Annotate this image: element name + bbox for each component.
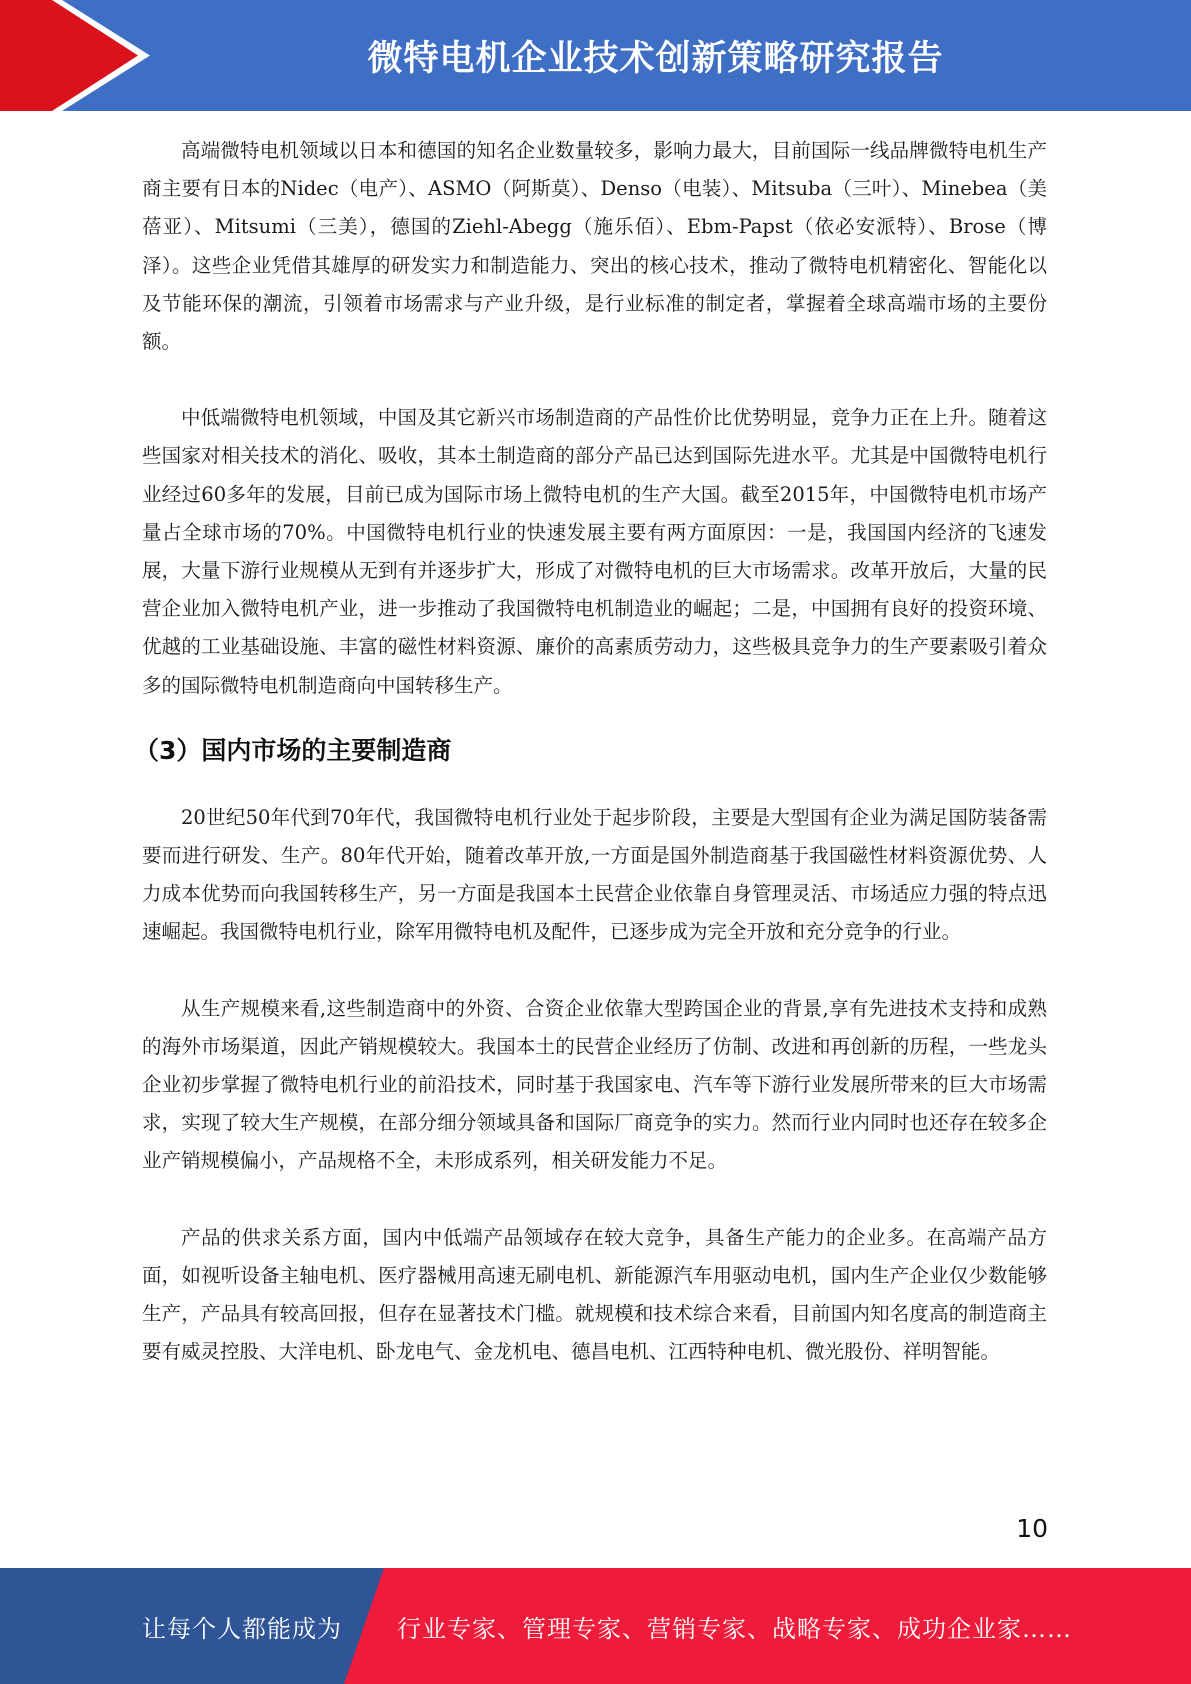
paragraph-industry-history: 20世纪50年代到70年代，我国微特电机行业处于起步阶段，主要是大型国有企业为满足国防装备需要而进行研发、生产。80年代开始，随着改革开放,一方面是国外制造商基于我国磁性材料资源优势、人力成本优势而向我国转移生产，另一方面是我国本土民营企业依靠自身管理灵活、市场适应力强的特点迅速崛起。我国微特电机行业，除军用微特电机及配件，已逐步成为完全开放和充分竞争的行业。 (142, 805, 1047, 944)
section-heading-domestic-manufacturers: （3）国内市场的主要制造商 (134, 735, 452, 765)
paragraph-supply-demand: 产品的供求关系方面，国内中低端产品领域存在较大竞争，具备生产能力的企业多。在高端产品方面，如视听设备主轴电机、医疗器械用高速无刷电机、新能源汽车用驱动电机，国内生产企业仅少数能够生产，产品具有较高回报，但存在显著技术门槛。就规模和技术综合来看，目前国内知名度高的制造商主要有威灵控股、大洋电机、卧龙电气、金龙机电、德昌电机、江西特种电机、微光股份、祥明智能。 (142, 1225, 1047, 1364)
footer-slogan-left: 让每个人都能成为 (142, 1614, 342, 1643)
report-body (134, 132, 1047, 1371)
page-number: 10 (1016, 1514, 1048, 1543)
report-header-band (0, 0, 1191, 111)
paragraph-high-end-manufacturers: 高端微特电机领域以日本和德国的知名企业数量较多，影响力最大，目前国际一线品牌微特电机生产商主要有日本的Nidec（电产）、ASMO（阿斯莫）、Denso（电装）、Mitsuba（三叶）、Minebea（美蓓亚）、Mitsumi（三美），德国的Ziehl-Abegg（施乐佰）、Ebm-Papst（依必安派特）、Brose（博泽）。这些企业凭借其雄厚的研发实力和制造能力、突出的核心技术，推动了微特电机精密化、智能化以及节能环保的潮流，引领着市场需求与产业升级，是行业标准的制定者，掌握着全球高端市场的主要份额。 (142, 139, 1047, 354)
report-title: 微特电机企业技术创新策略研究报告 (367, 38, 944, 79)
report-footer-band (0, 1568, 1191, 1684)
paragraph-mid-low-end-market: 中低端微特电机领域，中国及其它新兴市场制造商的产品性价比优势明显，竞争力正在上升。随着这些国家对相关技术的消化、吸收，其本土制造商的部分产品已达到国际先进水平。尤其是中国微特电机行业经过60多年的发展，目前已成为国际市场上微特电机的生产大国。截至2015年，中国微特电机市场产量占全球市场的70%。中国微特电机行业的快速发展主要有两方面原因：一是，我国国内经济的飞速发展，大量下游行业规模从无到有并逐步扩大，形成了对微特电机的巨大市场需求。改革开放后，大量的民营企业加入微特电机产业，进一步推动了我国微特电机制造业的崛起；二是，中国拥有良好的投资环境、优越的工业基础设施、丰富的磁性材料资源、廉价的高素质劳动力，这些极具竞争力的生产要素吸引着众多的国际微特电机制造商向中国转移生产。 (142, 406, 1047, 697)
paragraph-production-scale: 从生产规模来看,这些制造商中的外资、合资企业依靠大型跨国企业的背景,享有先进技术支持和成熟的海外市场渠道，因此产销规模较大。我国本土的民营企业经历了仿制、改进和再创新的历程，一些龙头企业初步掌握了微特电机行业的前沿技术，同时基于我国家电、汽车等下游行业发展所带来的巨大市场需求，实现了较大生产规模，在部分细分领域具备和国际厂商竞争的实力。然而行业内同时也还存在较多企业产销规模偏小，产品规格不全，未形成系列，相关研发能力不足。 (142, 996, 1047, 1173)
footer-slogan-right: 行业专家、管理专家、营销专家、战略专家、成功企业家…… (397, 1614, 1072, 1643)
